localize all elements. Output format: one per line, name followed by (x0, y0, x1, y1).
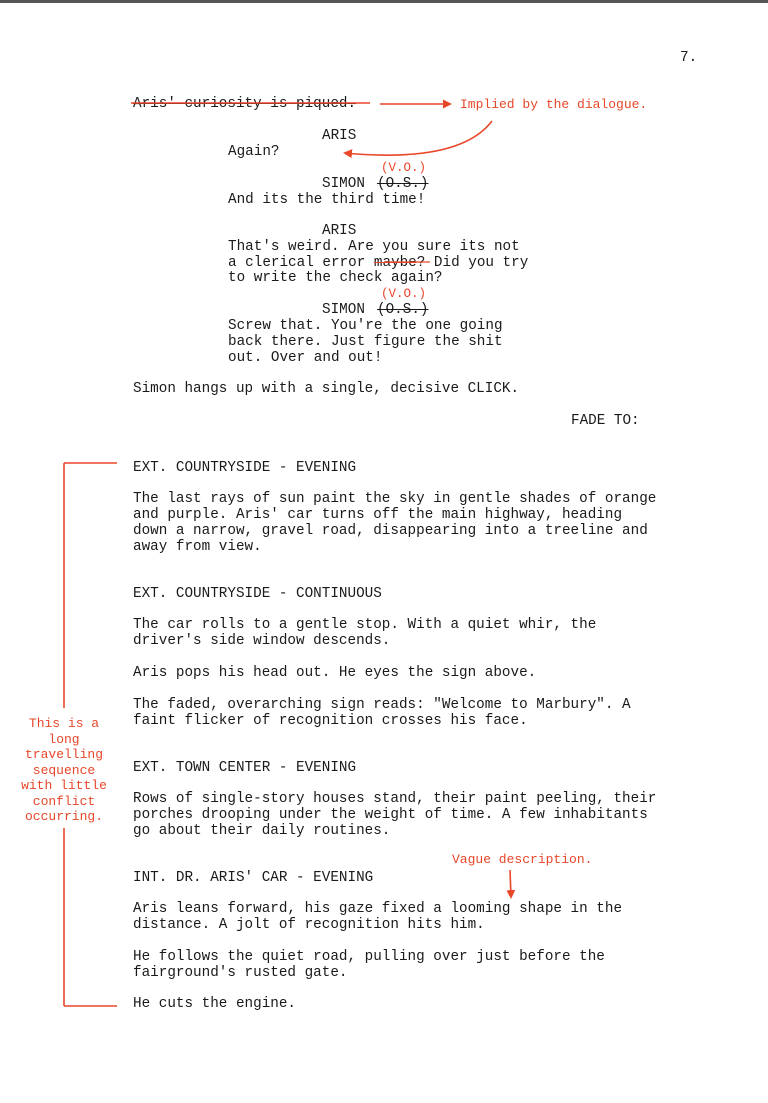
dialogue-text: a clerical error (228, 255, 374, 271)
action-line: driver's side window descends. (133, 633, 391, 649)
margin-note-line: long (48, 731, 80, 747)
dialogue-line: Screw that. You're the one going (228, 318, 503, 334)
action-line: porches drooping under the weight of time. A few inhabitants (133, 807, 648, 823)
action-line: down a narrow, gravel road, disappearing into a treeline and (133, 523, 648, 539)
character-cue: ARIS (322, 223, 357, 239)
margin-note-line: occurring. (24, 809, 103, 824)
action-line: distance. A jolt of recognition hits him. (133, 917, 485, 933)
scene-heading: EXT. TOWN CENTER - EVENING (133, 760, 357, 776)
action-line: The last rays of sun paint the sky in gentle shades of orange (133, 491, 657, 507)
action-line: He follows the quiet road, pulling over just before the (133, 949, 605, 965)
struck-word: maybe (373, 255, 417, 271)
dialogue-line: back there. Just figure the shit (228, 334, 503, 350)
margin-note-line: with little (21, 778, 107, 793)
character-cue: SIMON (322, 176, 365, 192)
annotation-vo: (V.O.) (381, 161, 427, 175)
page-number: 7. (680, 50, 698, 66)
transition: FADE TO: (571, 413, 640, 429)
action-line: He cuts the engine. (133, 996, 297, 1012)
parenthetical-struck: (O.S.) (377, 176, 429, 192)
dialogue-line: That's weird. Are you sure its not (228, 239, 520, 255)
margin-note-line: sequence (32, 762, 96, 778)
action-line: away from view. (133, 539, 262, 555)
arrow-curve-again (345, 121, 492, 155)
action-line-struck: Aris' curiosity is piqued. (133, 96, 357, 112)
annotation-implied: Implied by the dialogue. (460, 97, 648, 112)
dialogue-text: ? Did you try (416, 255, 529, 271)
margin-note-line: This is a (28, 716, 100, 731)
arrow-vague (510, 870, 511, 897)
action-line: Simon hangs up with a single, decisive CLICK. (133, 381, 520, 397)
action-line: Aris pops his head out. He eyes the sign above. (133, 665, 537, 681)
dialogue-line: Again? (228, 144, 280, 160)
dialogue-line: to write the check again? (228, 270, 443, 286)
annotation-vo: (V.O.) (381, 287, 427, 301)
scene-heading: EXT. COUNTRYSIDE - CONTINUOUS (133, 586, 382, 602)
action-line: The faded, overarching sign reads: "Welcome to Marbury". A (133, 697, 631, 713)
character-cue: ARIS (322, 128, 357, 144)
action-line: The car rolls to a gentle stop. With a quiet whir, the (133, 617, 597, 633)
annotation-vague: Vague description. (452, 852, 593, 867)
action-line: and purple. Aris' car turns off the main highway, heading (133, 507, 623, 523)
character-cue: SIMON (322, 302, 365, 318)
action-line: Aris leans forward, his gaze fixed a looming shape in the (133, 901, 623, 917)
action-line: faint flicker of recognition crosses his face. (133, 713, 528, 729)
dialogue-line: And its the third time! (228, 192, 426, 208)
scene-heading: EXT. COUNTRYSIDE - EVENING (133, 460, 357, 476)
action-line: fairground's rusted gate. (133, 965, 348, 981)
margin-note-line: conflict (32, 793, 96, 809)
parenthetical-struck: (O.S.) (377, 302, 429, 318)
action-line: Rows of single-story houses stand, their paint peeling, their (133, 791, 657, 807)
action-line: go about their daily routines. (133, 823, 391, 839)
scene-heading: INT. DR. ARIS' CAR - EVENING (133, 870, 374, 886)
dialogue-line: out. Over and out! (228, 350, 383, 366)
margin-note-line: travelling (24, 747, 103, 762)
